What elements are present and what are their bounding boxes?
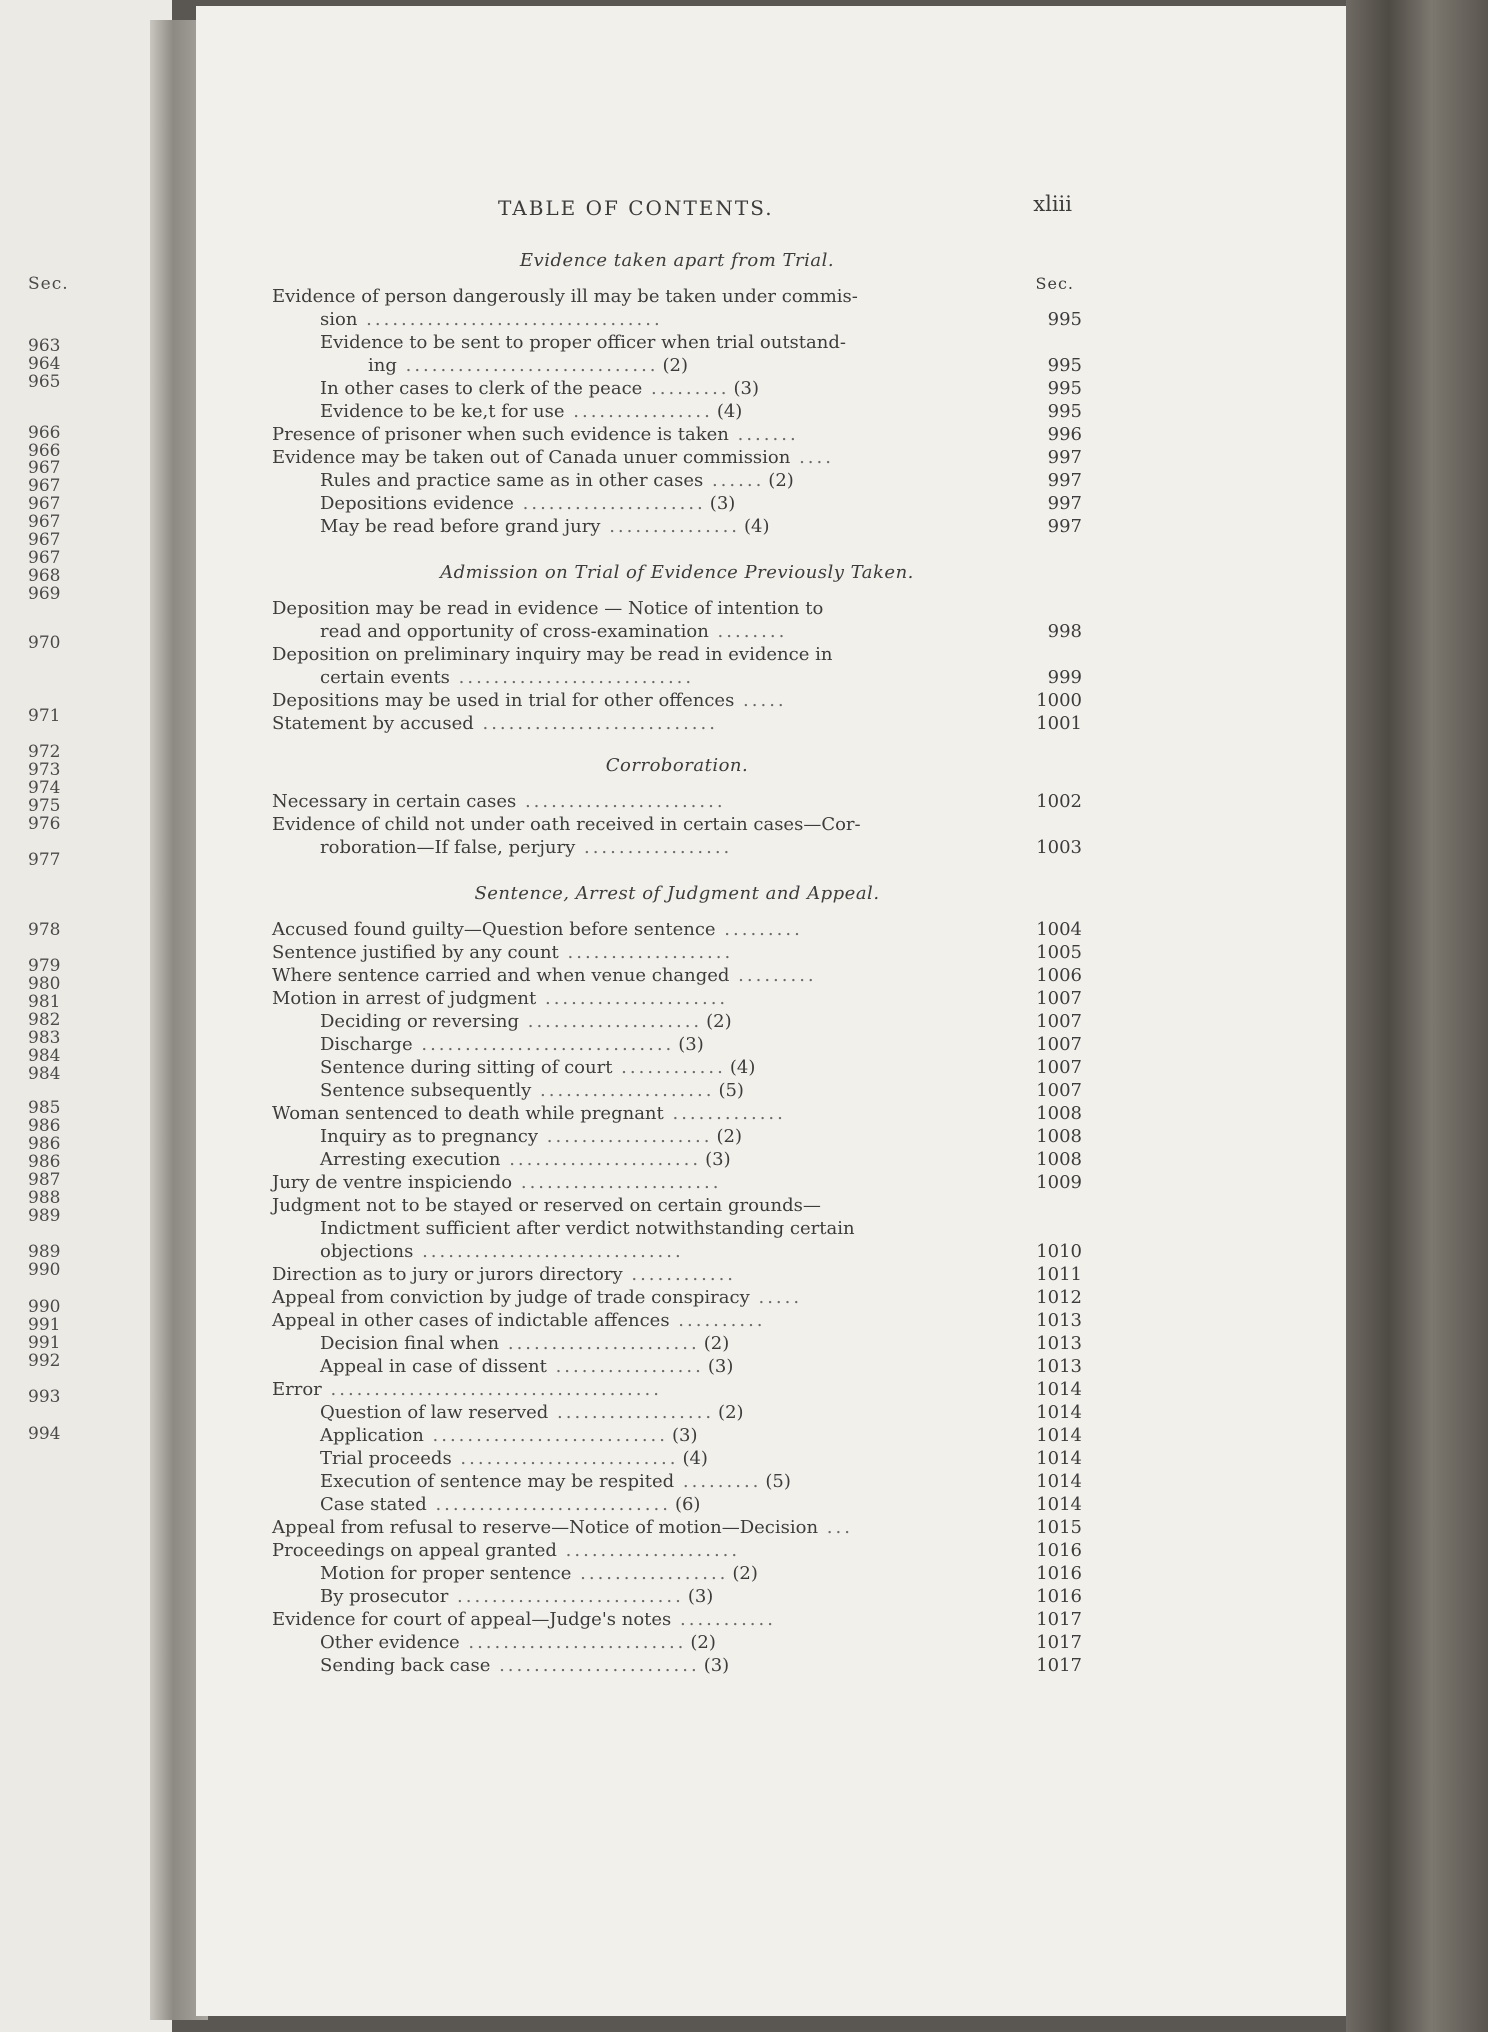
toc-entry: [272, 469, 1082, 492]
leader-dots: .....................: [513, 493, 706, 514]
leader-dots: .........................: [459, 1632, 687, 1653]
entry-text: Evidence may be taken out of Canada unuer commission ....: [272, 447, 834, 468]
entry-text: Execution of sentence may be respited ......... (5): [320, 1471, 791, 1492]
toc-entry: [272, 1148, 1082, 1171]
subsection-number: (2): [732, 1563, 758, 1584]
leader-dots: ..........................: [448, 1586, 684, 1607]
toc-entry: [272, 987, 1082, 1010]
subsection-number: (2): [716, 1126, 742, 1147]
left-sec-number: 982: [28, 1010, 61, 1030]
entry-text: Judgment not to be stayed or reserved on certain grounds—: [272, 1195, 821, 1216]
left-sec-number: 989: [28, 1242, 61, 1262]
section-number: 1014: [1036, 1494, 1082, 1515]
toc-entry: [272, 1010, 1082, 1033]
section-number: 1006: [1036, 965, 1082, 986]
left-sec-number: 990: [28, 1260, 61, 1280]
toc-section: [272, 250, 1082, 538]
toc-entry: [272, 1585, 1082, 1608]
toc-entry: [272, 643, 1082, 689]
toc-entry: [272, 331, 1082, 377]
section-number: 995: [1047, 309, 1082, 330]
section-title: Evidence taken apart from Trial.: [519, 250, 835, 271]
leader-dots: ..................................: [357, 309, 663, 330]
entry-text: Deposition on preliminary inquiry may be read in evidence in: [272, 644, 833, 665]
entry-text: Application ........................... (3): [320, 1425, 698, 1446]
leader-dots: .......................: [512, 1172, 722, 1193]
section-number: 1004: [1036, 919, 1082, 940]
left-sec-number: 989: [28, 1206, 61, 1226]
left-sec-number: 990: [28, 1297, 61, 1317]
entry-text: Woman sentenced to death while pregnant .............: [272, 1103, 786, 1124]
subsection-number: (4): [682, 1448, 708, 1469]
entry-text: Discharge ............................. (3): [320, 1034, 704, 1055]
entry-text: Appeal in case of dissent ................. (3): [320, 1356, 734, 1377]
entry-text: Motion for proper sentence ................. (2): [320, 1563, 758, 1584]
left-page: [0, 0, 172, 2032]
left-sec-number: 981: [28, 992, 61, 1012]
entry-text: certain events ...........................: [320, 667, 695, 688]
toc-entry: [272, 813, 1082, 859]
leader-dots: ..................: [548, 1402, 715, 1423]
page-title: TABLE OF CONTENTS.: [498, 196, 774, 220]
toc-entry: [272, 1171, 1082, 1194]
left-sec-number: 979: [28, 956, 61, 976]
section-number: 1007: [1036, 1034, 1082, 1055]
leader-dots: ......................: [500, 1149, 702, 1170]
section-number: 1017: [1036, 1609, 1082, 1630]
entry-text: ing ............................. (2): [368, 355, 689, 376]
leader-dots: ............: [612, 1057, 726, 1078]
leader-dots: ......: [703, 470, 765, 491]
section-number: 1015: [1036, 1517, 1082, 1538]
toc-entry: [272, 492, 1082, 515]
section-number: 1009: [1036, 1172, 1082, 1193]
left-sec-number: 986: [28, 1134, 61, 1154]
entry-text: Depositions may be used in trial for other offences .....: [272, 690, 787, 711]
leader-dots: ........: [708, 621, 788, 642]
section-number: 1007: [1036, 988, 1082, 1009]
entry-text: Evidence of person dangerously ill may be taken under commis-: [272, 286, 858, 307]
entry-text: Deposition may be read in evidence — Notice of intention to: [272, 598, 824, 619]
section-number: 998: [1047, 621, 1082, 642]
section-number: 1016: [1036, 1586, 1082, 1607]
entry-text: Indictment sufficient after verdict notwithstanding certain: [320, 1218, 855, 1239]
toc-entry: [272, 1332, 1082, 1355]
left-sec-label: Sec.: [28, 274, 69, 294]
entry-text: Other evidence ......................... (2): [320, 1632, 716, 1653]
leader-dots: .........: [674, 1471, 762, 1492]
leader-dots: ...........: [671, 1609, 776, 1630]
toc-entry: [272, 941, 1082, 964]
toc-entry: [272, 918, 1082, 941]
section-number: 997: [1047, 516, 1082, 537]
entry-text: Evidence of child not under oath received in certain cases—Cor-: [272, 814, 861, 835]
subsection-number: (4): [744, 516, 770, 537]
section-number: 1010: [1036, 1241, 1082, 1262]
subsection-number: (2): [703, 1333, 730, 1354]
left-sec-number: 974: [28, 778, 61, 798]
toc-entry: [272, 423, 1082, 446]
section-number: 997: [1047, 447, 1082, 468]
toc-entry: [272, 377, 1082, 400]
left-sec-number: 972: [28, 742, 61, 762]
section-number: 1014: [1036, 1425, 1082, 1446]
toc-entry: [272, 1539, 1082, 1562]
leader-dots: .....................: [536, 988, 729, 1009]
section-number: 1016: [1036, 1540, 1082, 1561]
left-sec-number: 970: [28, 633, 61, 653]
entry-text: Appeal in other cases of indictable affences ..........: [272, 1310, 766, 1331]
toc-entry: [272, 1125, 1082, 1148]
subsection-number: (4): [716, 401, 743, 422]
entry-text: Statement by accused ...........................: [272, 713, 718, 734]
leader-dots: ....................: [556, 1540, 741, 1561]
section-number: 1007: [1036, 1057, 1082, 1078]
left-sec-number: 988: [28, 1188, 61, 1208]
page-number: xliii: [1033, 192, 1072, 216]
left-sec-number: 994: [28, 1424, 61, 1444]
toc-entry: [272, 1102, 1082, 1125]
leader-dots: .........: [729, 965, 817, 986]
leader-dots: ...: [818, 1517, 853, 1538]
section-number: 1014: [1036, 1402, 1082, 1423]
subsection-number: (3): [707, 1356, 734, 1377]
toc-section: [272, 562, 1082, 735]
toc-entry: [272, 515, 1082, 538]
subsection-number: (6): [674, 1494, 701, 1515]
entry-text: Error ......................................: [272, 1379, 662, 1400]
left-sec-number: 967: [28, 530, 61, 550]
toc-entry: [272, 1033, 1082, 1056]
leader-dots: ...................: [538, 1126, 713, 1147]
entry-text: Sending back case ....................... (3): [320, 1655, 730, 1676]
left-sec-number: 987: [28, 1170, 61, 1190]
section-number: 1002: [1036, 791, 1082, 812]
toc-entry: [272, 1263, 1082, 1286]
leader-dots: .............: [663, 1103, 786, 1124]
leader-dots: ...........................: [423, 1425, 669, 1446]
left-sec-number: 985: [28, 1098, 61, 1118]
toc-section: [272, 755, 1082, 859]
leader-dots: .....: [734, 690, 787, 711]
toc-entry: [272, 285, 1082, 331]
leader-dots: ...........................: [426, 1494, 671, 1515]
entry-text: Deciding or reversing .................... (2): [320, 1011, 732, 1032]
leader-dots: .............................: [412, 1034, 675, 1055]
toc-entry: [272, 790, 1082, 813]
entry-text: Sentence justified by any count ...................: [272, 942, 734, 963]
subsection-number: (3): [709, 493, 736, 514]
running-head: [272, 192, 1082, 236]
toc-entry: [272, 689, 1082, 712]
toc-entry: [272, 1309, 1082, 1332]
section-number: 1011: [1036, 1264, 1082, 1285]
subsection-number: (2): [768, 470, 794, 491]
entry-text: Rules and practice same as in other cases ...... (2): [320, 470, 794, 491]
leader-dots: ......................................: [321, 1379, 662, 1400]
subsection-number: (2): [662, 355, 689, 376]
entry-text: Arresting execution ...................... (3): [320, 1149, 731, 1170]
entry-text: Necessary in certain cases .......................: [272, 791, 726, 812]
entry-text: Case stated ........................... (6): [320, 1494, 701, 1515]
leader-dots: .............................: [396, 355, 659, 376]
subsection-number: (3): [672, 1425, 698, 1446]
left-sec-number: 984: [28, 1064, 61, 1084]
left-sec-number: 967: [28, 548, 61, 568]
left-sec-number: 966: [28, 423, 61, 443]
leader-dots: .......................: [490, 1655, 700, 1676]
toc-section: [272, 883, 1082, 1677]
section-number: 1001: [1036, 713, 1082, 734]
leader-dots: ..........: [669, 1310, 766, 1331]
entry-text: Inquiry as to pregnancy ................... (2): [320, 1126, 742, 1147]
entry-text: Evidence for court of appeal—Judge's notes ...........: [272, 1609, 776, 1630]
toc-entry: [272, 1654, 1082, 1677]
toc-entry: [272, 1493, 1082, 1516]
subsection-number: (2): [706, 1011, 732, 1032]
entry-text: Sentence during sitting of court ............ (4): [320, 1057, 756, 1078]
leader-dots: .......: [728, 424, 799, 445]
leader-dots: .........................: [451, 1448, 679, 1469]
leader-dots: .........: [642, 378, 730, 399]
section-number: 1013: [1036, 1356, 1082, 1377]
toc-entry: [272, 1562, 1082, 1585]
left-sec-number: 976: [28, 814, 61, 834]
toc-entry: [272, 446, 1082, 469]
section-number: 1000: [1036, 690, 1082, 711]
left-sec-number: 965: [28, 372, 61, 392]
left-section-column: [28, 274, 88, 1444]
entry-text: Appeal from conviction by judge of trade conspiracy .....: [272, 1287, 803, 1308]
entry-text: By prosecutor .......................... (3): [320, 1586, 714, 1607]
toc-entry: [272, 597, 1082, 643]
subsection-number: (3): [678, 1034, 704, 1055]
left-sec-number: 963: [28, 336, 61, 356]
section-number: 995: [1047, 401, 1082, 422]
left-sec-number: 977: [28, 850, 61, 870]
toc-entry: [272, 1516, 1082, 1539]
entry-text: Question of law reserved .................. (2): [320, 1402, 744, 1423]
entry-text: In other cases to clerk of the peace ......... (3): [320, 378, 760, 399]
subsection-number: (5): [718, 1080, 744, 1101]
section-number: 995: [1047, 355, 1082, 376]
left-sec-number: 986: [28, 1116, 61, 1136]
left-sec-number: 993: [28, 1387, 61, 1407]
entry-text: roboration—If false, perjury .................: [320, 837, 733, 858]
leader-dots: .................: [575, 837, 733, 858]
toc-entry: [272, 1056, 1082, 1079]
section-number: 995: [1047, 378, 1082, 399]
leader-dots: ............: [622, 1264, 737, 1285]
toc-content: [272, 192, 1082, 1677]
toc-entry: [272, 400, 1082, 423]
entry-text: sion ..................................: [320, 309, 663, 330]
entry-text: Direction as to jury or jurors directory ............: [272, 1264, 737, 1285]
left-sec-number: 978: [28, 920, 61, 940]
entry-text: Evidence to be sent to proper officer when trial outstand-: [320, 332, 846, 353]
toc-entry: [272, 1286, 1082, 1309]
section-number: 1012: [1036, 1287, 1082, 1308]
book-edge: [1346, 0, 1488, 2032]
toc-entry: [272, 1355, 1082, 1378]
left-sec-number: 971: [28, 706, 61, 726]
entry-text: Sentence subsequently .................... (5): [320, 1080, 744, 1101]
leader-dots: ....: [790, 447, 834, 468]
toc-entry: [272, 1378, 1082, 1401]
entry-text: Proceedings on appeal granted ....................: [272, 1540, 741, 1561]
section-number: 1008: [1036, 1103, 1082, 1124]
toc-entry: [272, 1447, 1082, 1470]
section-number: 1008: [1036, 1126, 1082, 1147]
left-sec-number: 991: [28, 1315, 61, 1335]
leader-dots: ...............: [600, 516, 741, 537]
subsection-number: (3): [703, 1655, 730, 1676]
left-sec-number: 986: [28, 1152, 61, 1172]
toc-entry: [272, 1424, 1082, 1447]
toc-entry: [272, 1470, 1082, 1493]
leader-dots: ................: [564, 401, 713, 422]
leader-dots: .................: [546, 1356, 704, 1377]
section-number: 1017: [1036, 1632, 1082, 1653]
leader-dots: .......................: [516, 791, 726, 812]
left-sec-number: 967: [28, 476, 61, 496]
leader-dots: .................: [571, 1563, 729, 1584]
leader-dots: .....: [749, 1287, 803, 1308]
subsection-number: (3): [733, 378, 760, 399]
toc-entry: [272, 1401, 1082, 1424]
entry-text: Appeal from refusal to reserve—Notice of motion—Decision ...: [272, 1517, 853, 1538]
section-title: Sentence, Arrest of Judgment and Appeal.: [474, 883, 880, 904]
left-sec-number: 973: [28, 760, 61, 780]
leader-dots: ....................: [531, 1080, 715, 1101]
left-sec-number: 967: [28, 458, 61, 478]
leader-dots: ...........................: [473, 713, 718, 734]
leader-dots: ....................: [519, 1011, 703, 1032]
left-sec-number: 983: [28, 1028, 61, 1048]
section-number: 1014: [1036, 1471, 1082, 1492]
leader-dots: ..............................: [413, 1241, 684, 1262]
entry-text: Jury de ventre inspiciendo .......................: [272, 1172, 722, 1193]
left-sec-number: 967: [28, 512, 61, 532]
entry-text: Presence of prisoner when such evidence is taken .......: [272, 424, 799, 445]
leader-dots: ...................: [558, 942, 734, 963]
left-sec-number: 975: [28, 796, 61, 816]
subsection-number: (3): [705, 1149, 731, 1170]
entry-text: May be read before grand jury ............... (4): [320, 516, 770, 537]
section-number: 1013: [1036, 1333, 1082, 1354]
section-number: 996: [1047, 424, 1082, 445]
entry-text: objections ..............................: [320, 1241, 684, 1262]
entry-text: Decision final when ...................... (2): [320, 1333, 730, 1354]
section-number: 1014: [1036, 1448, 1082, 1469]
section-number: 1005: [1036, 942, 1082, 963]
entry-text: Motion in arrest of judgment .....................: [272, 988, 729, 1009]
subsection-number: (5): [765, 1471, 791, 1492]
sec-column-label: Sec.: [1035, 274, 1074, 293]
toc-entry: [272, 1608, 1082, 1631]
entry-text: Accused found guilty—Question before sentence .........: [272, 919, 803, 940]
left-sec-number: 968: [28, 566, 61, 586]
left-sec-number: 966: [28, 441, 61, 461]
section-number: 999: [1047, 667, 1082, 688]
section-number: 1017: [1036, 1655, 1082, 1676]
subsection-number: (2): [690, 1632, 716, 1653]
left-sec-number: 980: [28, 974, 61, 994]
left-sec-number: 969: [28, 584, 61, 604]
leader-dots: .........: [715, 919, 803, 940]
section-number: 1014: [1036, 1379, 1082, 1400]
toc-entry: [272, 1631, 1082, 1654]
toc-sections: [272, 250, 1082, 1677]
section-number: 997: [1047, 470, 1082, 491]
entry-text: Evidence to be ke,t for use ................ (4): [320, 401, 743, 422]
section-number: 1008: [1036, 1149, 1082, 1170]
toc-entry: [272, 712, 1082, 735]
left-sec-number: 964: [28, 354, 61, 374]
entry-text: Where sentence carried and when venue changed .........: [272, 965, 817, 986]
leader-dots: ...........................: [449, 667, 695, 688]
subsection-number: (4): [729, 1057, 756, 1078]
subsection-number: (3): [687, 1586, 714, 1607]
left-sec-number: 992: [28, 1351, 61, 1371]
section-number: 1007: [1036, 1080, 1082, 1101]
left-sec-number: 991: [28, 1333, 61, 1353]
section-number: 1016: [1036, 1563, 1082, 1584]
toc-entry: [272, 964, 1082, 987]
left-sec-number: 967: [28, 494, 61, 514]
section-number: 997: [1047, 493, 1082, 514]
left-sec-number: 984: [28, 1046, 61, 1066]
toc-entry: [272, 1079, 1082, 1102]
entry-text: read and opportunity of cross-examination ........: [320, 621, 788, 642]
subsection-number: (2): [718, 1402, 744, 1423]
entry-text: Trial proceeds ......................... (4): [320, 1448, 708, 1469]
section-title: Admission on Trial of Evidence Previously Taken.: [440, 562, 914, 583]
section-number: 1007: [1036, 1011, 1082, 1032]
section-number: 1003: [1036, 837, 1082, 858]
entry-text: Depositions evidence ..................... (3): [320, 493, 736, 514]
section-number: 1013: [1036, 1310, 1082, 1331]
leader-dots: ......................: [499, 1333, 700, 1354]
toc-entry: [272, 1194, 1082, 1263]
section-title: Corroboration.: [605, 755, 749, 776]
